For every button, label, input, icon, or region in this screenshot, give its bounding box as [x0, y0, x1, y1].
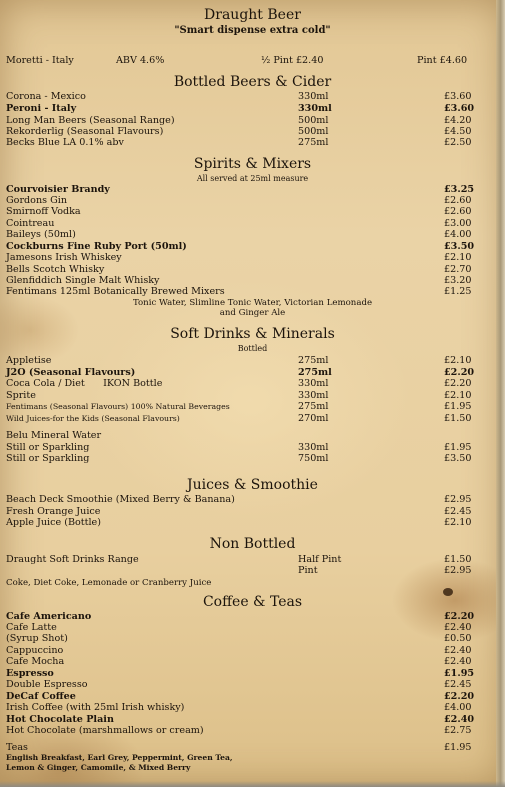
menu-row: [6, 633, 496, 645]
item-name: Appletise: [6, 355, 52, 366]
item-name: Cointreau: [6, 218, 55, 229]
item-price: £2.20: [444, 611, 475, 622]
item-price: £1.50: [444, 554, 472, 565]
item-name: Fentimans 125ml Botanically Brewed Mixers: [6, 286, 225, 297]
item-name: Still or Sparkling: [6, 442, 90, 453]
item-price: £2.20: [444, 367, 475, 378]
section-title-juices: Juices & Smoothie: [187, 477, 318, 493]
item-name: Still or Sparkling: [6, 453, 90, 464]
item-price: £2.10: [444, 355, 472, 366]
item-price: £1.25: [444, 286, 472, 297]
section-title-spirits: Spirits & Mixers: [193, 156, 312, 172]
item-price: £2.10: [444, 390, 472, 401]
item-name: Sprite: [6, 390, 36, 401]
item-price: £2.60: [444, 195, 472, 206]
menu-row: [6, 91, 496, 103]
menu-row: [6, 103, 496, 115]
item-size: 270ml: [298, 413, 329, 424]
item-price: £4.20: [444, 115, 472, 126]
item-price: £3.60: [444, 103, 475, 114]
soft-subtitle: Bottled: [237, 344, 268, 353]
item-name: Coca Cola / Diet IKON Bottle: [6, 378, 163, 389]
item-price: £1.50: [444, 413, 472, 424]
mixers-list: Tonic Water, Slimline Tonic Water, Victorian Lemonade: [132, 298, 373, 308]
item-name: Cafe Mocha: [6, 656, 65, 667]
item-size: Half Pint: [298, 554, 342, 565]
item-name: Draught Soft Drinks Range: [6, 554, 139, 565]
item-name: Irish Coffee (with 25ml Irish whisky): [6, 702, 185, 713]
mixers-list-cont: and Ginger Ale: [219, 308, 286, 318]
item-price: £2.75: [444, 725, 472, 736]
item-name: Corona - Mexico: [6, 91, 86, 102]
item-size: Pint: [298, 565, 318, 576]
item-price: £2.20: [444, 378, 472, 389]
item-price: £4.50: [444, 126, 472, 137]
item-price: £1.95: [444, 742, 472, 753]
item-price: £2.45: [444, 679, 472, 690]
item-name: English Breakfast, Earl Grey, Peppermint, Green Tea,: [6, 753, 233, 762]
menu-row: [6, 453, 496, 465]
item-size: 275ml: [298, 137, 329, 148]
item-price: £3.00: [444, 218, 472, 229]
item-price: £2.40: [444, 714, 475, 725]
item-name: Courvoisier Brandy: [6, 184, 110, 195]
item-price: £1.95: [444, 442, 472, 453]
menu-row: [6, 378, 496, 390]
item-name: Cafe Latte: [6, 622, 57, 633]
menu-row-moretti: [6, 55, 496, 67]
item-name: Espresso: [6, 668, 54, 679]
menu-row: [6, 494, 496, 506]
item-name: Baileys (50ml): [6, 229, 76, 240]
item-price: £2.95: [444, 565, 472, 576]
item-price: £4.00: [444, 702, 472, 713]
item-pint-price: Pint £4.60: [417, 55, 468, 66]
item-size: 275ml: [298, 355, 329, 366]
menu-row: [6, 413, 496, 425]
item-name: Becks Blue LA 0.1% abv: [6, 137, 124, 148]
item-price: £1.95: [444, 401, 472, 412]
item-name: Moretti - Italy: [6, 55, 74, 66]
item-name: Coke, Diet Coke, Lemonade or Cranberry Juice: [6, 578, 212, 588]
item-size: 330ml: [298, 442, 329, 453]
item-name: Glenfiddich Single Malt Whisky: [6, 275, 160, 286]
item-price: £3.50: [444, 241, 475, 252]
item-price: £2.40: [444, 656, 472, 667]
item-size: 330ml: [298, 390, 329, 401]
spirits-subtitle: All served at 25ml measure: [196, 174, 309, 183]
menu-row: [6, 286, 496, 298]
item-name: Apple Juice (Bottle): [6, 517, 101, 528]
item-name: Gordons Gin: [6, 195, 68, 206]
item-price: £4.00: [444, 229, 472, 240]
item-size: 330ml: [298, 378, 329, 389]
menu-row-pint: [6, 565, 496, 577]
item-name: (Syrup Shot): [6, 633, 68, 644]
menu-row: [6, 702, 496, 714]
item-price: £3.20: [444, 275, 472, 286]
item-name: Fresh Orange Juice: [6, 506, 101, 517]
item-price: £2.10: [444, 517, 472, 528]
item-name: Fentimans (Seasonal Flavours) 100% Natural Beverages: [6, 402, 230, 411]
item-name: Jamesons Irish Whiskey: [6, 252, 122, 263]
teas-list-cont: [6, 763, 496, 775]
item-price: £2.45: [444, 506, 472, 517]
menu-row: [6, 252, 496, 264]
item-price: £3.25: [444, 184, 475, 195]
item-name: Cafe Americano: [6, 611, 92, 622]
section-title-bottled: Bottled Beers & Cider: [173, 74, 332, 90]
item-name: Cockburns Fine Ruby Port (50ml): [6, 241, 187, 252]
item-size: 275ml: [298, 367, 332, 378]
item-size: 500ml: [298, 115, 329, 126]
item-name: Bells Scotch Whisky: [6, 264, 105, 275]
section-title-draught: Draught Beer: [204, 7, 301, 23]
item-name: Lemon & Ginger, Camomile, & Mixed Berry: [6, 763, 191, 772]
item-name: Smirnoff Vodka: [6, 206, 81, 217]
item-name: Peroni - Italy: [6, 103, 77, 114]
menu-row: [6, 679, 496, 691]
water-heading: [6, 430, 496, 442]
non-bottled-list: [6, 577, 496, 589]
item-name: Wild Juices-for the Kids (Seasonal Flavours): [6, 414, 180, 423]
item-name: Hot Chocolate Plain: [6, 714, 114, 725]
item-name: Long Man Beers (Seasonal Range): [6, 115, 175, 126]
item-price: £2.95: [444, 494, 472, 505]
item-price: £3.50: [444, 453, 472, 464]
item-price: £2.60: [444, 206, 472, 217]
menu-row: [6, 517, 496, 529]
page-edge: [496, 0, 505, 787]
item-price: £3.60: [444, 91, 472, 102]
item-size: 500ml: [298, 126, 329, 137]
item-size: 275ml: [298, 401, 329, 412]
section-title-soft-drinks: Soft Drinks & Minerals: [170, 326, 335, 342]
menu-row: [6, 137, 496, 149]
item-name: Teas: [6, 742, 28, 753]
item-name: Cappuccino: [6, 645, 64, 656]
item-size: 750ml: [298, 453, 329, 464]
item-price: £1.95: [444, 668, 475, 679]
menu-row: [6, 725, 496, 737]
item-name: Double Espresso: [6, 679, 88, 690]
item-abv: ABV 4.6%: [116, 55, 165, 66]
item-size: 330ml: [298, 103, 332, 114]
menu-row: [6, 206, 496, 218]
item-size: 330ml: [298, 91, 329, 102]
item-price: £2.40: [444, 645, 472, 656]
item-price: £2.40: [444, 622, 472, 633]
menu-row: [6, 229, 496, 241]
section-title-non-bottled: Non Bottled: [209, 536, 296, 552]
item-price: £0.50: [444, 633, 472, 644]
item-name: J2O (Seasonal Flavours): [6, 367, 136, 378]
section-title-coffee: Coffee & Teas: [202, 594, 303, 610]
menu-row: [6, 656, 496, 668]
item-name: DeCaf Coffee: [6, 691, 76, 702]
menu-row: [6, 355, 496, 367]
item-price: £2.50: [444, 137, 472, 148]
water-title: Belu Mineral Water: [6, 430, 102, 441]
menu-row: [6, 401, 496, 413]
item-name: Hot Chocolate (marshmallows or cream): [6, 725, 204, 736]
item-price: £2.20: [444, 691, 475, 702]
page-bottom-edge: [0, 781, 505, 787]
item-price: £2.70: [444, 264, 472, 275]
item-name: Rekorderlig (Seasonal Flavours): [6, 126, 164, 137]
item-name: Beach Deck Smoothie (Mixed Berry & Banana): [6, 494, 235, 505]
draught-tagline: "Smart dispense extra cold": [174, 25, 331, 36]
item-price: £2.10: [444, 252, 472, 263]
item-half-price: ½ Pint £2.40: [261, 55, 324, 66]
